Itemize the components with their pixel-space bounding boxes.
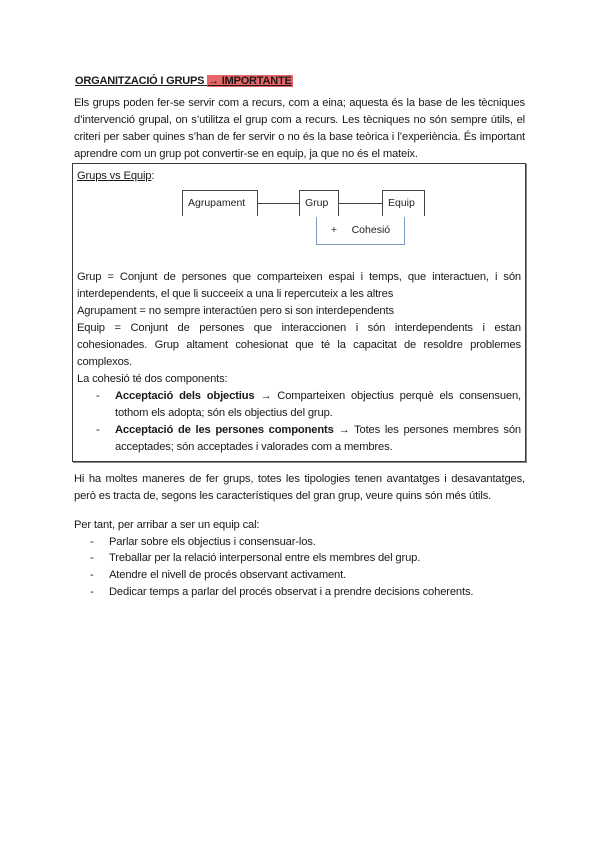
diagram-connector-2 <box>339 203 382 204</box>
important-highlight: → IMPORTANTE <box>208 75 292 87</box>
component-1-line-1 <box>115 388 521 405</box>
def-grup-line-2: interdependents, el que li succeeix a una li repercuteix a les altres <box>77 288 394 300</box>
diagram-node-agrupament: Agrupament <box>182 190 258 216</box>
component-1-desc: → Comparteixen objectius perquè els consensuen, <box>254 390 521 402</box>
def-equip-line-1: Equip = Conjunt de persones que interaccionen i són interdependents i estan <box>77 322 521 334</box>
bullet-dash: - <box>90 569 94 581</box>
component-2-line-2: acceptades; són acceptades i valorades com a membres. <box>115 441 393 453</box>
def-agrupament: Agrupament = no sempre interactúen pero si son interdependents <box>77 305 394 317</box>
box-heading-colon: : <box>151 170 155 182</box>
intro-line-3: criteri per saber quines s’han de fer servir o no és la base teòrica i l’experiència. És important <box>74 131 525 143</box>
step-item-1: Parlar sobre els objectius i consensuar-los. <box>109 536 316 548</box>
step-item-2: Treballar per la relació interpersonal entre els membres del grup. <box>109 552 421 564</box>
box-heading-text: Grups vs Equip <box>77 170 152 182</box>
component-2-line-1 <box>115 422 521 439</box>
bullet-dash: - <box>96 424 100 436</box>
def-equip-line-2: cohesionades. Grup altament cohesionat que té la capacitat de resoldre problemes <box>77 339 521 351</box>
paragraph2-line-1: Hi ha moltes maneres de fer grups, totes les tipologies tenen avantatges i desavantatges, <box>74 473 525 485</box>
step-item-4: Dedicar temps a parlar del procés observat i a prendre decisions coherents. <box>109 586 474 598</box>
component-2-title: Acceptació de les persones components <box>115 424 334 436</box>
bullet-dash: - <box>90 552 94 564</box>
def-equip-line-3: complexos. <box>77 356 133 368</box>
cohesio-intro: La cohesió té dos components: <box>77 373 228 385</box>
intro-line-2: d’intervenció grupal, on s’utilitza el grup com a recurs. Les tècniques no són sempre útils, el <box>74 114 525 126</box>
def-grup-line-1: Grup = Conjunt de persones que comparteixen espai i temps, que interactuen, i són <box>77 271 521 283</box>
bullet-dash: - <box>96 390 100 402</box>
bullet-dash: - <box>90 586 94 598</box>
component-2-desc: → Totes les persones membres són <box>333 424 521 436</box>
intro-line-1: Els grups poden fer-se servir com a recurs, com a eina; aquesta és la base de les tècniques <box>74 97 525 109</box>
component-1-title: Acceptació dels objectius <box>115 390 255 402</box>
title-text: ORGANITZACIÓ I GRUPS <box>75 75 205 87</box>
diagram-node-grup: Grup <box>299 190 339 216</box>
steps-intro: Per tant, per arribar a ser un equip cal: <box>74 519 260 531</box>
bullet-dash: - <box>90 536 94 548</box>
section-title <box>75 74 293 88</box>
diagram-node-equip: Equip <box>382 190 425 216</box>
step-item-3: Atendre el nivell de procés observant activament. <box>109 569 347 581</box>
paragraph2-line-2: però es tracta de, segons les característiques del gran grup, veure quins són més útils. <box>74 490 492 502</box>
diagram-connector-1 <box>258 203 299 204</box>
component-1-line-2: tothom els adopta; són els objectius del grup. <box>115 407 333 419</box>
intro-line-4: aprendre com un grup pot convertir-se en equip, ja que no és el mateix. <box>74 148 418 160</box>
diagram-node-cohesio: + Cohesió <box>316 217 405 245</box>
box-heading <box>77 168 154 185</box>
